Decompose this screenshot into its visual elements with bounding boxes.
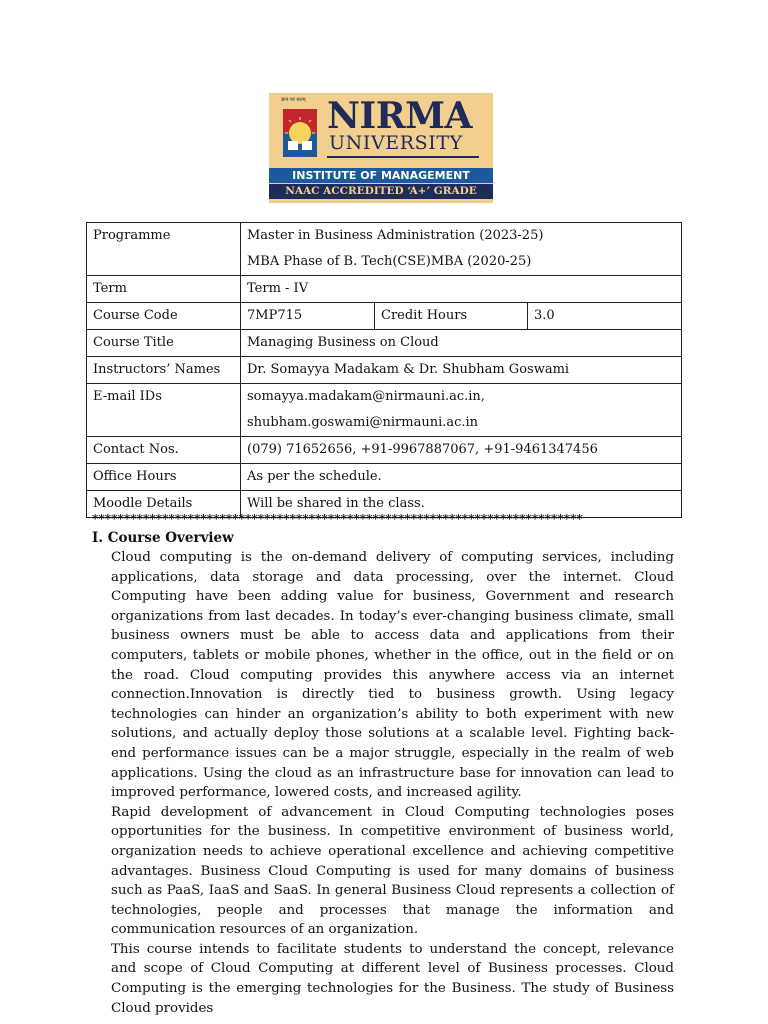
table-row — [87, 464, 682, 491]
logo-institute-band: INSTITUTE OF MANAGEMENT — [269, 168, 493, 183]
table-row — [87, 330, 682, 357]
course-code-label: Course Code — [87, 303, 241, 330]
university-emblem-icon — [281, 103, 319, 159]
section-heading: I. Course Overview — [92, 530, 234, 546]
logo-name: NIRMA — [327, 95, 472, 137]
table-row — [87, 437, 682, 464]
table-row — [87, 357, 682, 384]
moodle-label: Moodle Details — [87, 491, 241, 518]
course-code-value: 7MP715 — [241, 303, 375, 330]
course-info-table — [86, 222, 682, 518]
contact-label: Contact Nos. — [87, 437, 241, 464]
table-row — [87, 303, 682, 330]
email-value — [241, 384, 682, 437]
instructors-label: Instructors’ Names — [87, 357, 241, 384]
course-title-label: Course Title — [87, 330, 241, 357]
table-row — [87, 223, 682, 276]
moodle-value: Will be shared in the class. — [241, 491, 682, 518]
email-label: E-mail IDs — [87, 384, 241, 437]
office-hours-label: Office Hours — [87, 464, 241, 491]
logo-university: UNIVERSITY — [329, 132, 463, 154]
nirma-logo — [269, 93, 493, 203]
paragraph-1: Cloud computing is the on-demand delivery of computing services, including applications, data storage and data processing, over the internet. Cloud Computing have been adding value for business, Government and research organizations from last decades. In today’s ever-changing business climate, small business owners must be able to access data and applications from their computers, tablets or mobile phones, whether in the office, out in the field or on the road. Cloud computing provides this anywhere access via an internet connection.Innovation is directly tied to business growth. Using legacy technologies can hinder an organization’s ability to both experiment with new solutions, and actually deploy those solutions at a scalable level. Fighting back-end performance issues can be a major struggle, especially in the realm of web applications. Using the cloud as an infrastructure base for innovation can lead to improved performance, lowered costs, and increased agility. — [111, 550, 674, 801]
credit-hours-label: Credit Hours — [375, 303, 528, 330]
contact-value: (079) 71652656, +91-9967887067, +91-9461347456 — [241, 437, 682, 464]
logo-underline — [327, 156, 479, 158]
credit-hours-value: 3.0 — [528, 303, 682, 330]
programme-value — [241, 223, 682, 276]
course-overview-body — [111, 548, 674, 1018]
email-line-2[interactable]: shubham.goswami@nirmauni.ac.in — [247, 415, 479, 430]
programme-line-2: MBA Phase of B. Tech(CSE)MBA (2020-25) — [247, 254, 532, 269]
logo-accreditation-band: NAAC ACCREDITED ‘A+’ GRADE — [269, 184, 493, 199]
term-value: Term - IV — [241, 276, 682, 303]
course-title-value: Managing Business on Cloud — [241, 330, 682, 357]
table-row — [87, 276, 682, 303]
table-row — [87, 384, 682, 437]
email-line-1[interactable]: somayya.madakam@nirmauni.ac.in, — [247, 389, 485, 404]
separator-line: ***************************************************************************** — [92, 512, 583, 526]
logo-motto: ज्ञानं परं बलम् — [281, 97, 306, 103]
paragraph-2: Rapid development of advancement in Cloud Computing technologies poses opportunities for the business. In competitive environment of business world, organization needs to achieve operational excellence and achieving competitive advantages. Business Cloud Computing is used for many domains of business such as PaaS, IaaS and SaaS. In general Business Cloud represents a collection of technologies, people and processes that manage the information and communication resources of an organization. — [111, 804, 674, 938]
office-hours-value: As per the schedule. — [241, 464, 682, 491]
paragraph-3: This course intends to facilitate students to understand the concept, relevance and scope of Cloud Computing at different level of Business processes. Cloud Computing is the emerging technologies for the Business. The study of Business Cloud provides — [111, 941, 674, 1016]
programme-line-1: Master in Business Administration (2023-25) — [247, 228, 544, 243]
term-label: Term — [87, 276, 241, 303]
instructors-value: Dr. Somayya Madakam & Dr. Shubham Goswami — [241, 357, 682, 384]
programme-label: Programme — [87, 223, 241, 276]
